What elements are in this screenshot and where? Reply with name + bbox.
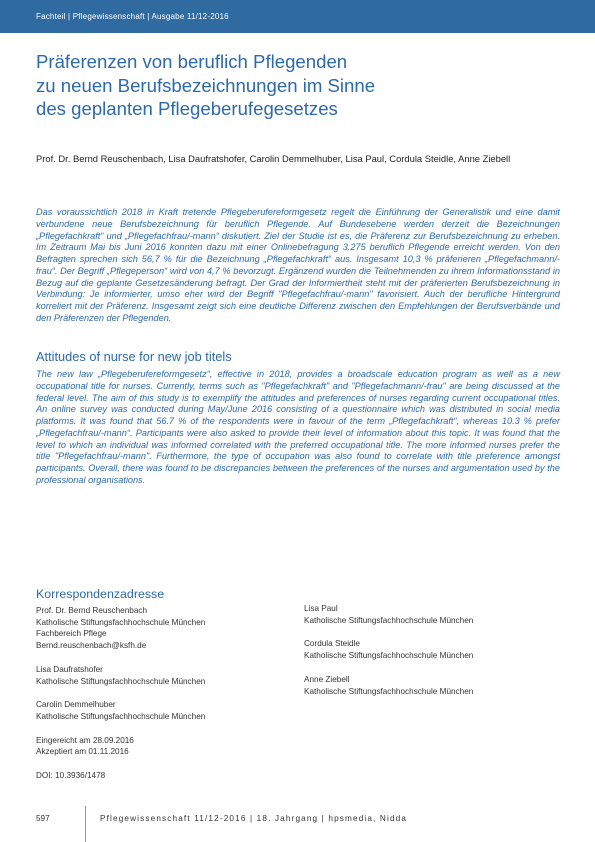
abstract-german: Das voraussichtlich 2018 in Kraft tretende Pflegeberufereformgesetz regelt die Einführung der Generalistik und eine damit verbundene neue Berufsbezeichnung für beruflich Pflegende. Auf Bundesebene werden derzeit die Bezeichnungen „Pflegefachkraft“ und „Pflegefachfrau/-mann“ diskutiert. Ziel der Studie ist es, die Präferenz zur Berufsbezeichnung zu erheben. Im Zeitraum Mai bis Juni 2016 konnten dazu mit einer Onlinebefragung 3.275 beruflich Pflegende erreicht werden. Von den Befragten sprechen sich 56,7 % für die Bezeichnung „Pflegefachkraft“ aus. Insgesamt 10,3 % präferieren „Pflegefachmann/-frau“. Der Begriff „Pflegeperson“ wird von 4,7 % bevorzugt. Ergänzend wurden die Teilnehmenden zu ihrem Informationsstand in Bezug auf die geplante Gesetzesänderung befragt. Der Grad der Informiertheit steht mit der präferierten Berufsbezeichnung in Verbindung: Je informierter, umso eher wird der Begriff "Pflegefachfrau/-mann" favorisiert. Auch der berufliche Hintergrund korreliert mit der Präferenz. Insgesamt zeigt sich eine deutliche Differenz zwischen den Empfehlungen der Berufsverbände und den Präferenzen der Pflegenden. — [36, 207, 560, 323]
address-line: Lisa Paul — [304, 604, 338, 613]
doi: DOI: 10.3936/1478 — [36, 771, 106, 781]
running-head-bar — [0, 0, 595, 33]
address-line: Katholische Stiftungsfachhochschule München — [304, 686, 474, 696]
address-daufratshofer — [36, 664, 296, 687]
address-line: Cordula Steidle — [304, 639, 360, 649]
address-line: Katholische Stiftungsfachhochschule München — [304, 651, 474, 661]
title-line: Präferenzen von beruflich Pflegenden — [36, 51, 348, 72]
correspondence-right-column — [304, 603, 564, 697]
running-head: Fachteil | Pflegewissenschaft | Ausgabe 11/12-2016 — [36, 12, 229, 21]
correspondence-left-column — [36, 605, 296, 782]
address-paul — [304, 603, 564, 626]
page-footer — [0, 806, 595, 842]
address-line: Prof. Dr. Bernd Reuschenbach — [36, 606, 148, 615]
abstract-english: The new law „Pflegeberufereformgesetz“, effective in 2018, provides a broadscale education program as well as a new occupational title for nurses. Currently, terms such as "Pflegefachkraft" and "Pflegefachmann/-frau" are being discussed at the federal level. The aim of this study is to exemplify the attitudes and preferences of nurses regarding current occupational titles. An online survey was conducted during May/June 2016 consisting of a questionnaire which was distributed in social media platforms. It was found that 56.7 % of the respondents were in favour of the term „Pflegefachkraft“, whereas 10.3 % prefer „Pflegefachfrau/-mann“. Participants were also asked to provide their level of information about this topic. It was found that the level to which an individual was informed correlated with the preferred occupational title. The more informed nurses prefer the title "Pflegefachfrau/-mann". Furthermore, the type of occupation was also found to correlate with title preference amongst participants. Overall, there was found to be discrepancies between the preferences of the nurses and argumentation used by the professional organisations. — [36, 369, 560, 485]
address-line: Anne Ziebell — [304, 674, 350, 684]
address-demmelhuber — [36, 699, 296, 722]
date-line: Akzeptiert am 01.11.2016 — [36, 747, 129, 757]
address-line: Carolin Demmelhuber — [36, 700, 116, 710]
email-address: Bernd.reuschenbach@ksfh.de — [36, 641, 147, 651]
address-line: Katholische Stiftungsfachhochschule München — [304, 615, 474, 625]
address-ziebell — [304, 674, 564, 697]
address-reuschenbach — [36, 605, 296, 652]
address-line: Katholische Stiftungsfachhochschule München — [36, 711, 206, 721]
submission-dates — [36, 735, 296, 758]
title-line: zu neuen Berufsbezeichnungen im Sinne — [36, 74, 376, 96]
article-title — [36, 50, 566, 121]
author-list: Prof. Dr. Bernd Reuschenbach, Lisa Daufratshofer, Carolin Demmelhuber, Lisa Paul, Cordula Steidle, Anne Ziebell — [36, 153, 511, 164]
address-line: Fachbereich Pflege — [36, 629, 107, 639]
journal-info: Pflegewissenschaft 11/12-2016 | 18. Jahrgang | hpsmedia, Nidda — [100, 814, 408, 823]
correspondence-heading: Korrespondenzadresse — [36, 587, 165, 601]
address-line: Katholische Stiftungsfachhochschule München — [36, 676, 206, 686]
english-abstract-heading: Attitudes of nurse for new job titels — [36, 349, 232, 364]
address-line: Katholische Stiftungsfachhochschule München — [36, 617, 206, 627]
address-steidle — [304, 638, 564, 661]
title-line: des geplanten Pflegeberufegesetzes — [36, 98, 338, 119]
address-line: Lisa Daufratshofer — [36, 664, 103, 674]
date-line: Eingereicht am 28.09.2016 — [36, 735, 134, 745]
page-number: 597 — [36, 814, 50, 823]
footer-divider — [85, 806, 86, 842]
